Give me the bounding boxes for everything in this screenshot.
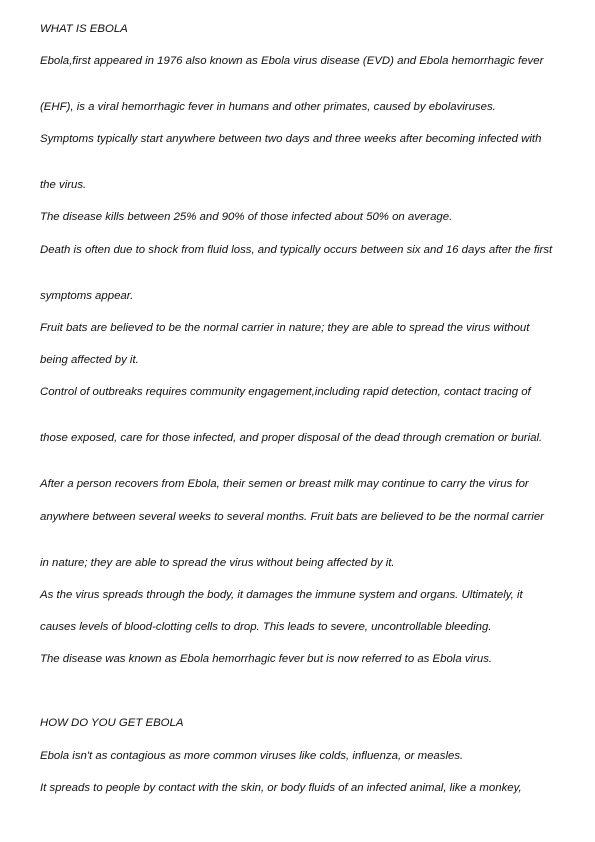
paragraph-line: Death is often due to shock from fluid loss, and typically occurs between six and 16 days after the first <box>40 244 553 256</box>
paragraph-line: It spreads to people by contact with the skin, or body fluids of an infected animal, like a monkey, <box>40 782 522 794</box>
paragraph-line: anywhere between several weeks to several months. Fruit bats are believed to be the normal carrier <box>40 511 544 523</box>
paragraph-line: (EHF), is a viral hemorrhagic fever in humans and other primates, caused by ebolaviruses. <box>40 101 496 113</box>
paragraph-line: the virus. <box>40 179 87 191</box>
paragraph-line: being affected by it. <box>40 354 139 366</box>
paragraph-line: those exposed, care for those infected, and proper disposal of the dead through cremation or burial. <box>40 432 543 444</box>
section-heading-how-do-you-get-ebola: HOW DO YOU GET EBOLA <box>40 717 184 729</box>
paragraph-line: symptoms appear. <box>40 290 134 302</box>
paragraph-line: The disease was known as Ebola hemorrhagic fever but is now referred to as Ebola virus. <box>40 653 493 665</box>
paragraph-line: As the virus spreads through the body, it damages the immune system and organs. Ultimately, it <box>40 589 523 601</box>
paragraph-line: Ebola,first appeared in 1976 also known as Ebola virus disease (EVD) and Ebola hemorrhagic fever <box>40 55 544 67</box>
paragraph-line: The disease kills between 25% and 90% of those infected about 50% on average. <box>40 211 453 223</box>
section-heading-what-is-ebola: WHAT IS EBOLA <box>40 23 128 35</box>
paragraph-line: Symptoms typically start anywhere between two days and three weeks after becoming infected with <box>40 133 542 145</box>
paragraph-line: After a person recovers from Ebola, their semen or breast milk may continue to carry the virus for <box>40 478 529 490</box>
paragraph-line: in nature; they are able to spread the virus without being affected by it. <box>40 557 395 569</box>
paragraph-line: causes levels of blood-clotting cells to drop. This leads to severe, uncontrollable bleeding. <box>40 621 492 633</box>
paragraph-line: Fruit bats are believed to be the normal carrier in nature; they are able to spread the virus without <box>40 322 530 334</box>
paragraph-line: Ebola isn't as contagious as more common viruses like colds, influenza, or measles. <box>40 750 464 762</box>
paragraph-line: Control of outbreaks requires community engagement,including rapid detection, contact tracing of <box>40 386 531 398</box>
